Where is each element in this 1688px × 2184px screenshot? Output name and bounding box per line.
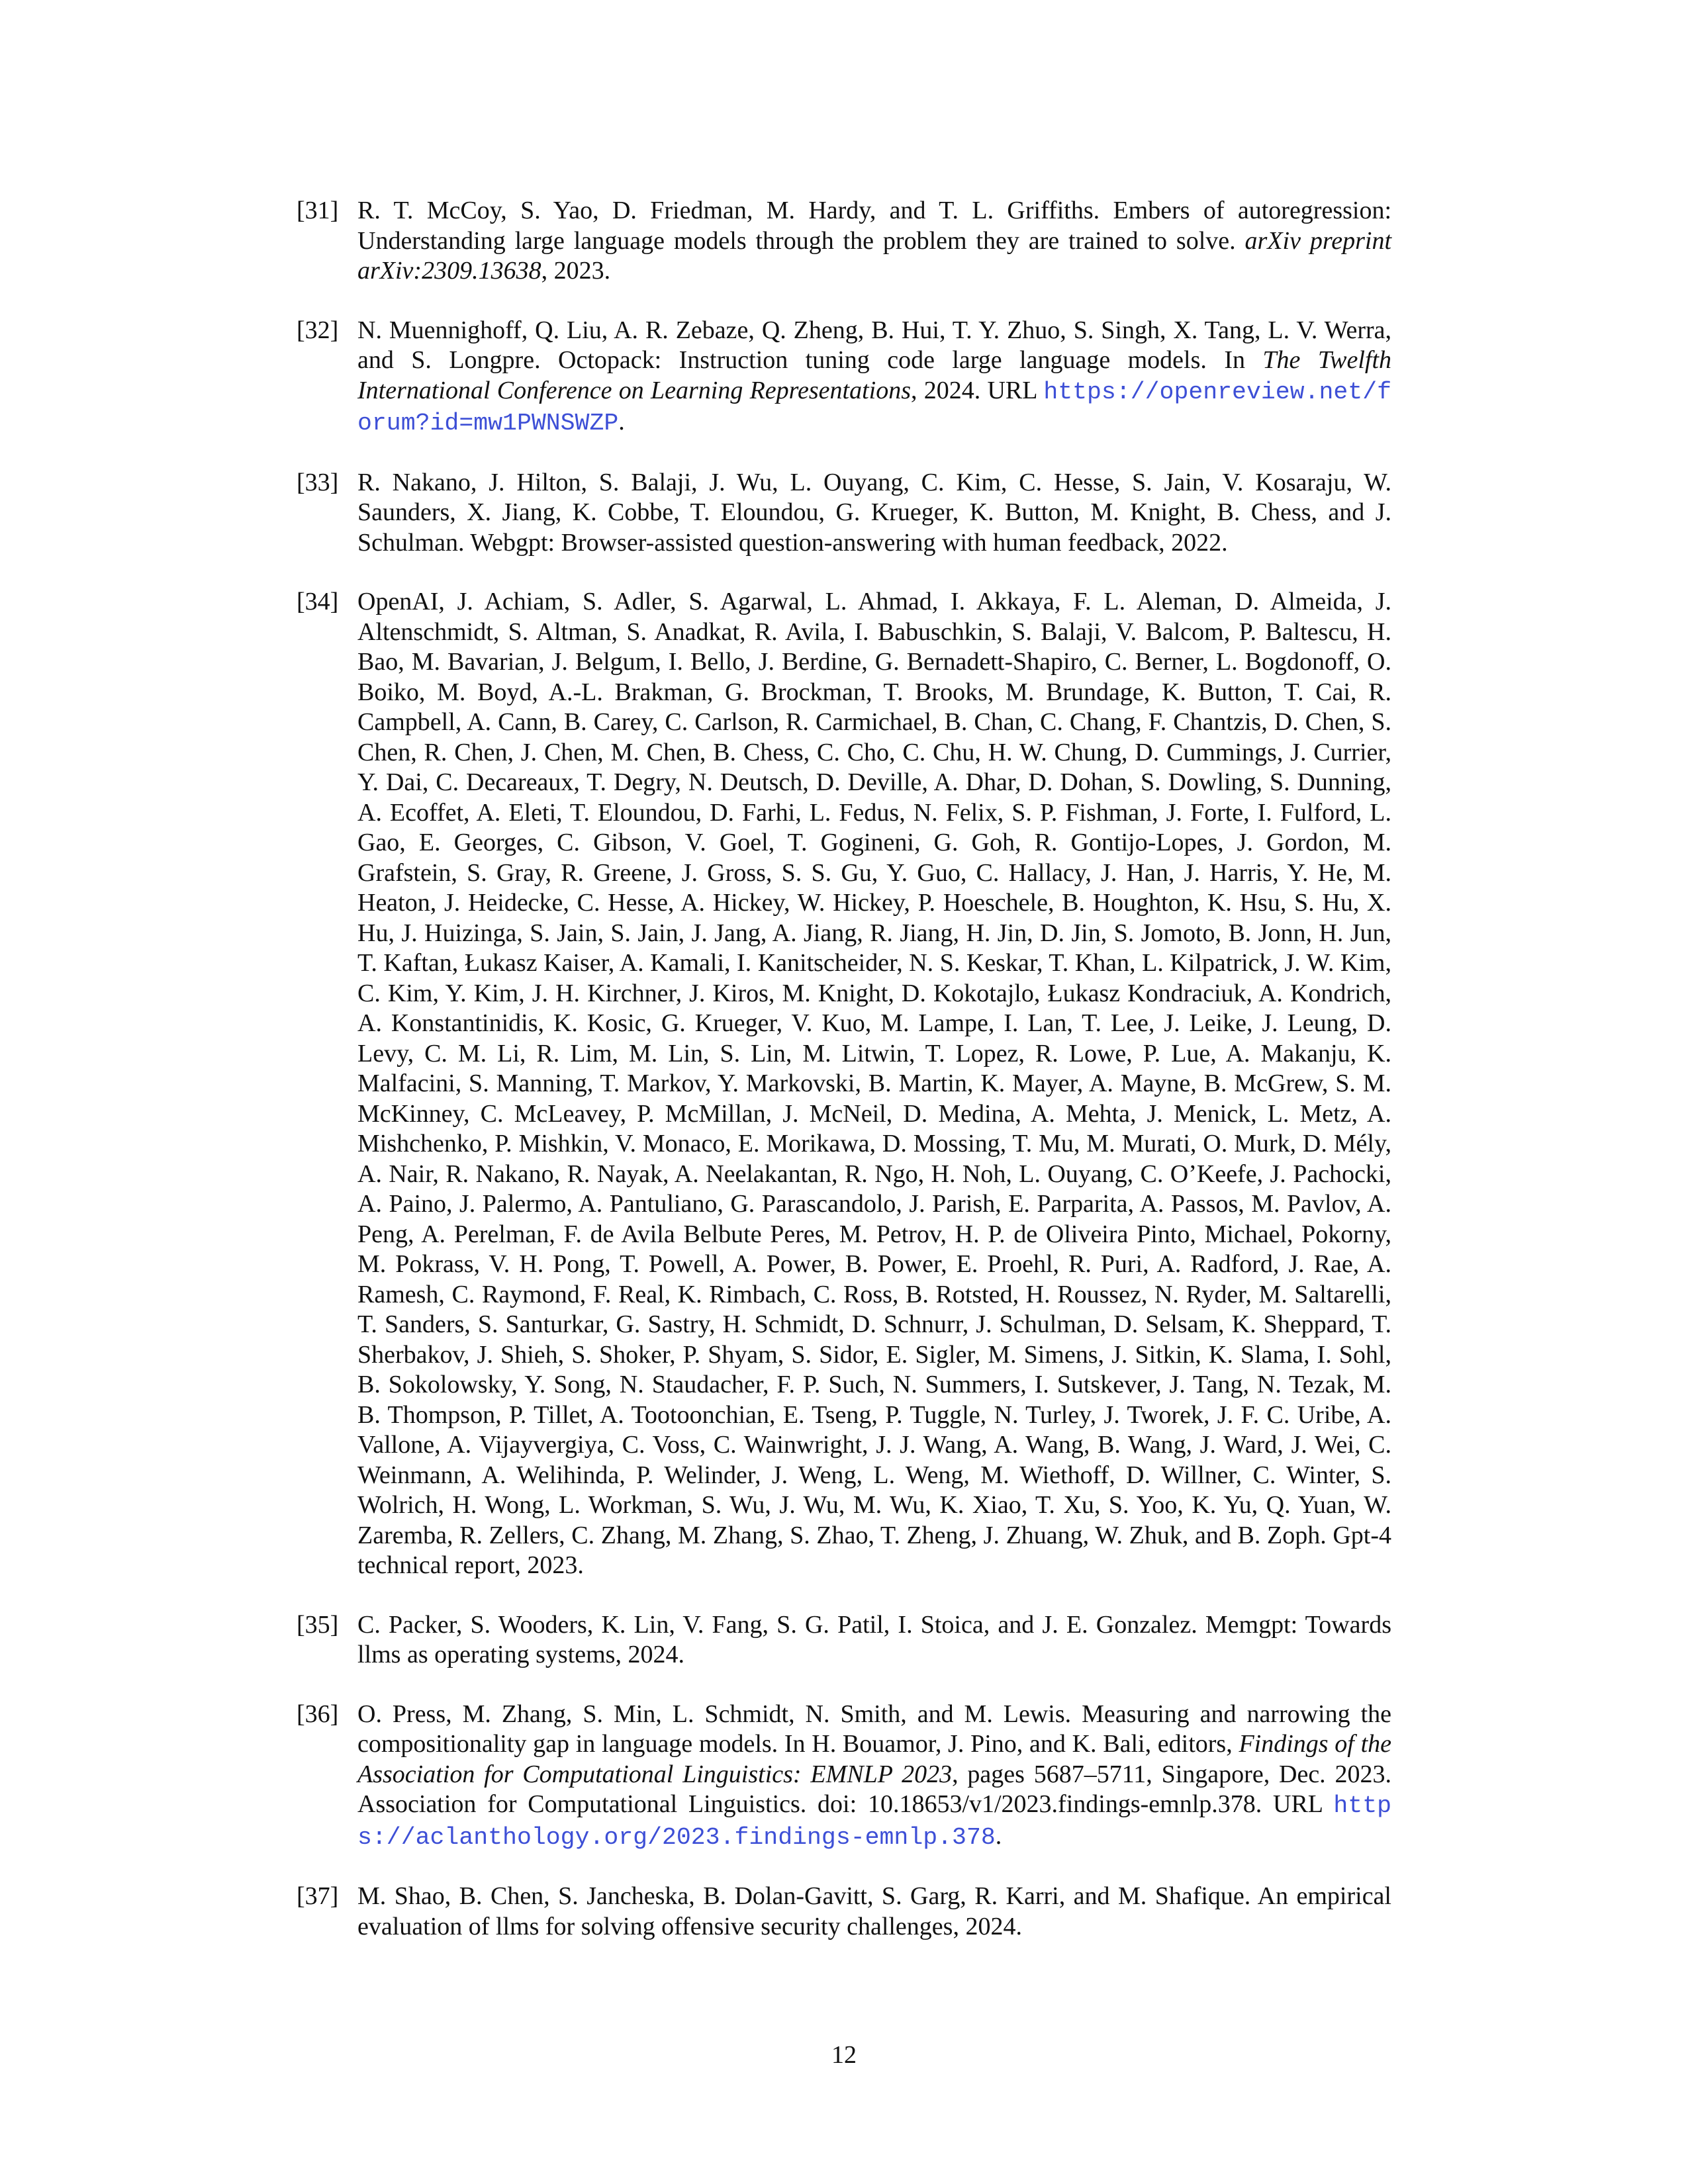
reference-item — [297, 1882, 1391, 1942]
reference-item — [297, 1700, 1391, 1853]
reference-number: [31] — [297, 197, 339, 224]
reference-venue: The Twelfth International Conference on Learning Representations — [357, 346, 1392, 404]
reference-venue: arXiv preprint arXiv:2309.13638 — [357, 226, 1391, 285]
reference-number: [36] — [297, 1700, 339, 1728]
reference-authors: O. Press, M. Zhang, S. Min, L. Schmidt, N. Smith, and M. Lewis. — [357, 1700, 1072, 1728]
reference-item — [297, 196, 1391, 287]
reference-text — [357, 316, 1391, 439]
reference-title: Embers of autoregression: Understanding large language models through the problem they are trained to solve. — [357, 197, 1392, 255]
reference-text: R. Nakano, J. Hilton, S. Balaji, J. Wu, L. Ouyang, C. Kim, C. Hesse, S. Jain, V. Kosaraju, W. Saunders, X. Jiang, K. Cobbe, T. Eloundou, G. Krueger, K. Button, M. Knight, B. Chess, and J. Schulman. Webgpt: Browser-assisted question-answering with human feedback, 2022. — [357, 468, 1391, 557]
reference-title: Octopack: Instruction tuning code large language models. In — [558, 346, 1245, 374]
reference-item — [297, 468, 1391, 559]
reference-number: [34] — [297, 588, 339, 615]
reference-end: . — [995, 1821, 1002, 1850]
reference-authors: R. T. McCoy, S. Yao, D. Friedman, M. Hardy, and T. L. Griffiths. — [357, 197, 1100, 224]
reference-item — [297, 316, 1391, 439]
reference-url-link[interactable]: https://aclanthology.org/2023.findings-emnlp.378 — [357, 1792, 1392, 1851]
reference-number: [37] — [297, 1882, 339, 1910]
reference-authors: N. Muennighoff, Q. Liu, A. R. Zebaze, Q. Zheng, B. Hui, T. Y. Zhuo, S. Singh, X. Tang, L. V. Werra, and S. Longpre. — [357, 316, 1391, 374]
reference-list — [297, 196, 1391, 1971]
reference-title: Measuring and narrowing the compositionality gap in language models. In H. Bouamor, J. Pino, and K. Bali, editors, — [357, 1700, 1391, 1758]
reference-item — [297, 587, 1391, 1581]
reference-text — [357, 1700, 1391, 1853]
reference-number: [32] — [297, 316, 339, 344]
reference-number: [35] — [297, 1610, 339, 1639]
reference-venue: Findings of the Association for Computational Linguistics: EMNLP 2023 — [357, 1730, 1391, 1788]
reference-tail: , 2024. URL — [911, 376, 1037, 404]
page-number: 12 — [831, 2041, 857, 2069]
reference-text: OpenAI, J. Achiam, S. Adler, S. Agarwal, L. Ahmad, I. Akkaya, F. L. Aleman, D. Almeida, J. Altenschmidt, S. Altman, S. Anadkat, R. Avila, I. Babuschkin, S. Balaji, V. Balcom, P. Baltescu, H. Bao, M. Bavarian, J. Belgum, I. Bello, J. Berdine, G. Bernadett-Shapiro, C. Berner, L. Bogdonoff, O. Boiko, M. Boyd, A.-L. Brakman, G. Brockman, T. Brooks, M. Brundage, K. Button, T. Cai, R. Campbell, A. Cann, B. Carey, C. Carlson, R. Carmichael, B. Chan, C. Chang, F. Chantzis, D. Chen, S. Chen, R. Chen, J. Chen, M. Chen, B. Chess, C. Cho, C. Chu, H. W. Chung, D. Cummings, J. Currier, Y. Dai, C. Decareaux, T. Degry, N. Deutsch, D. Deville, A. Dhar, D. Dohan, S. Dowling, S. Dunning, A. Ecoffet, A. Eleti, T. Eloundou, D. Farhi, L. Fedus, N. Felix, S. P. Fishman, J. Forte, I. Fulford, L. Gao, E. Georges, C. Gibson, V. Goel, T. Gogineni, G. Goh, R. Gontijo-Lopes, J. Gordon, M. Grafstein, S. Gray, R. Greene, J. Gross, S. S. Gu, Y. Guo, C. Hallacy, J. Han, J. Harris, Y. He, M. Heaton, J. Heidecke, C. Hesse, A. Hickey, W. Hickey, P. Hoeschele, B. Houghton, K. Hsu, S. Hu, X. Hu, J. Huizinga, S. Jain, S. Jain, J. Jang, A. Jiang, R. Jiang, H. Jin, D. Jin, S. Jomoto, B. Jonn, H. Jun, T. Kaftan, Łukasz Kaiser, A. Kamali, I. Kanitscheider, N. S. Keskar, T. Khan, L. Kilpatrick, J. W. Kim, C. Kim, Y. Kim, J. H. Kirchner, J. Kiros, M. Knight, D. Kokotajlo, Łukasz Kondraciuk, A. Kondrich, A. Konstantinidis, K. Kosic, G. Krueger, V. Kuo, M. Lampe, I. Lan, T. Lee, J. Leike, J. Leung, D. Levy, C. M. Li, R. Lim, M. Lin, S. Lin, M. Litwin, T. Lopez, R. Lowe, P. Lue, A. Makanju, K. Malfacini, S. Manning, T. Markov, Y. Markovski, B. Martin, K. Mayer, A. Mayne, B. McGrew, S. M. McKinney, C. McLeavey, P. McMillan, J. McNeil, D. Medina, A. Mehta, J. Menick, L. Metz, A. Mishchenko, P. Mishkin, V. Monaco, E. Morikawa, D. Mossing, T. Mu, M. Murati, O. Murk, D. Mély, A. Nair, R. Nakano, R. Nayak, A. Neelakantan, R. Ngo, H. Noh, L. Ouyang, C. O’Keefe, J. Pachocki, A. Paino, J. Palermo, A. Pantuliano, G. Parascandolo, J. Parish, E. Parparita, A. Passos, M. Pavlov, A. Peng, A. Perelman, F. de Avila Belbute Peres, M. Petrov, H. P. de Oliveira Pinto, Michael, Pokorny, M. Pokrass, V. H. Pong, T. Powell, A. Power, B. Power, E. Proehl, R. Puri, A. Radford, J. Rae, A. Ramesh, C. Raymond, F. Real, K. Rimbach, C. Ross, B. Rotsted, H. Roussez, N. Ryder, M. Saltarelli, T. Sanders, S. Santurkar, G. Sastry, H. Schmidt, D. Schnurr, J. Schulman, D. Selsam, K. Sheppard, T. Sherbakov, J. Shieh, S. Shoker, P. Shyam, S. Sidor, E. Sigler, M. Simens, J. Sitkin, K. Slama, I. Sohl, B. Sokolowsky, Y. Song, N. Staudacher, F. P. Such, N. Summers, I. Sutskever, J. Tang, N. Tezak, M. B. Thompson, P. Tillet, A. Tootoonchian, E. Tseng, P. Tuggle, N. Turley, J. Tworek, J. F. C. Uribe, A. Vallone, A. Vijayvergiya, C. Voss, C. Wainwright, J. J. Wang, A. Wang, B. Wang, J. Ward, J. Wei, C. Weinmann, A. Welihinda, P. Welinder, J. Weng, L. Weng, M. Wiethoff, D. Willner, C. Winter, S. Wolrich, H. Wong, L. Workman, S. Wu, J. Wu, M. Wu, K. Xiao, T. Xu, S. Yoo, K. Yu, Q. Yuan, W. Zaremba, R. Zellers, C. Zhang, M. Zhang, S. Zhao, T. Zheng, J. Zhuang, W. Zhuk, and B. Zoph. Gpt-4 technical report, 2023. — [357, 588, 1391, 1579]
reference-text: C. Packer, S. Wooders, K. Lin, V. Fang, S. G. Patil, I. Stoica, and J. E. Gonzalez. Memgpt: Towards llms as operating systems, 2024. — [357, 1610, 1391, 1668]
reference-item — [297, 1610, 1391, 1670]
reference-number: [33] — [297, 468, 339, 496]
reference-text — [357, 196, 1391, 287]
reference-text: M. Shao, B. Chen, S. Jancheska, B. Dolan-Gavitt, S. Garg, R. Karri, and M. Shafique. An empirical evaluation of llms for solving offensive security challenges, 2024. — [357, 1882, 1391, 1940]
reference-tail: , pages 5687–5711, Singapore, Dec. 2023. Association for Computational Linguistics. doi: 10.18653/v1/2023.findings-emnlp.378. URL — [357, 1760, 1391, 1818]
reference-end: . — [618, 408, 625, 435]
reference-tail: , 2023. — [541, 257, 611, 285]
reference-url-link[interactable]: https://openreview.net/forum?id=mw1PWNSWZP — [357, 378, 1391, 437]
